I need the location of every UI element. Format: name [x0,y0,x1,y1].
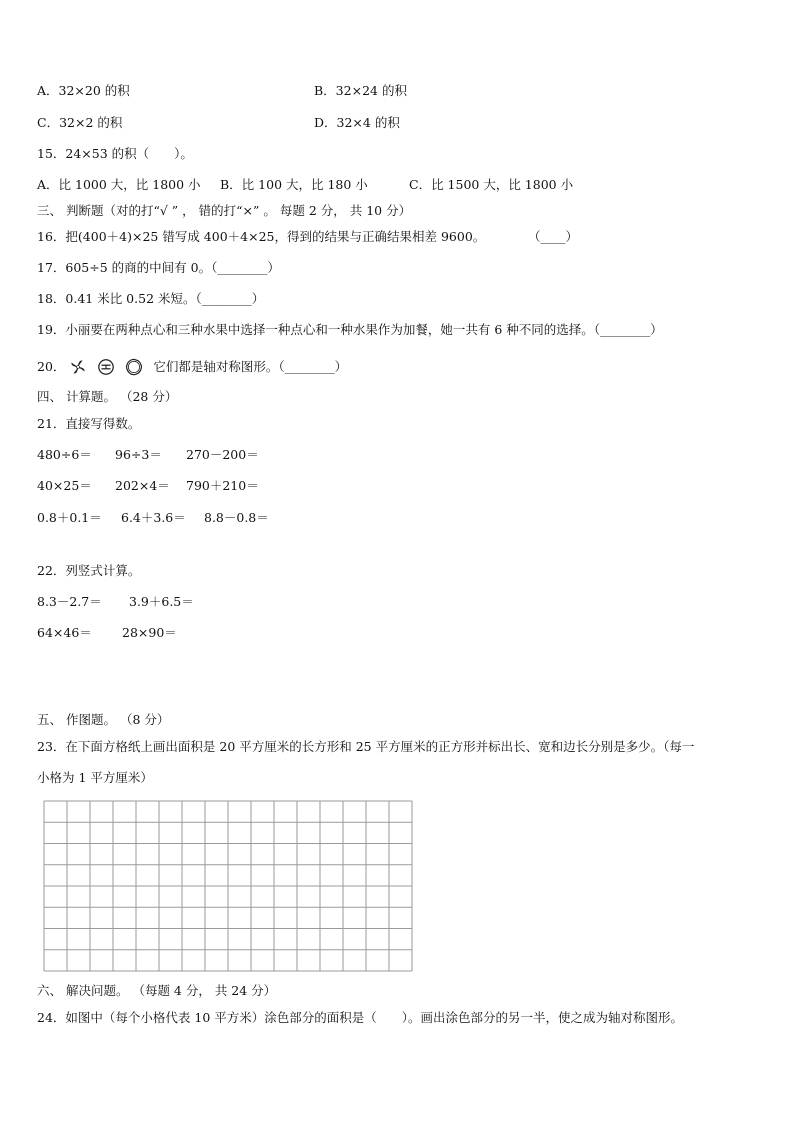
q20-text: 它们都是轴对称图形。 [153,359,279,374]
q20-number: 20． [37,359,66,374]
q22-row-2-col-1: 64×46＝ [37,625,92,640]
q21-row-1-col-1: 480÷6＝ [37,447,92,462]
scalloped-circle-icon [125,358,143,376]
q22-title: 22．列竖式计算。 [37,563,141,578]
q21-row-1-col-3: 270－200＝ [186,447,259,462]
q19 [37,322,663,338]
q14-option-a: A．32×20 的积 [37,83,130,98]
q17 [37,260,280,276]
q15-stem: 15．24×53 的积（ ）。 [37,146,193,161]
q21-row-2-col-3: 790＋210＝ [186,478,259,493]
q22-row-1-col-1: 8.3－2.7＝ [37,594,102,609]
q21-title: 21．直接写得数。 [37,416,141,431]
q21-row-2-col-2: 202×4＝ [115,478,170,493]
q21-row-1-col-2: 96÷3＝ [115,447,162,462]
q15-option-b: B．比 100 大，比 180 小 [220,177,368,192]
q21-row-2-col-1: 40×25＝ [37,478,92,493]
q22-row-2-col-2: 28×90＝ [122,625,177,640]
q20 [37,358,347,376]
q19-text: 19．小丽要在两种点心和三种水果中选择一种点心和一种水果作为加餐，她一共有 6 种不同的选择。 [37,322,594,337]
q14-option-b: B．32×24 的积 [314,83,407,98]
q18-answer: （________） [195,291,265,306]
q24-text: 24．如图中（每个小格代表 10 平方米）涂色部分的面积是（ ）。画出涂色部分的另一半，使之成为轴对称图形。 [37,1010,684,1025]
q16 [37,229,485,245]
q21-row-3-col-1: 0.8＋0.1＝ [37,510,102,525]
q20-answer: （________） [278,359,348,374]
q15-option-c: C．比 1500 大，比 1800 小 [409,177,574,192]
q14-option-d: D．32×4 的积 [314,115,400,130]
pinwheel-icon [69,358,87,376]
q18 [37,291,264,307]
q17-text: 17．605÷5 的商的中间有 0。 [37,260,212,275]
section6-title: 六、 解决问题。 （每题 4 分， 共 24 分） [37,983,277,998]
q15-option-a: A．比 1000 大，比 1800 小 [37,177,201,192]
q14-option-c: C．32×2 的积 [37,115,123,130]
section5-title: 五、 作图题。 （8 分） [37,712,170,727]
q18-text: 18．0.41 米比 0.52 米短。 [37,291,196,306]
q22-row-1-col-2: 3.9＋6.5＝ [129,594,194,609]
q21-row-3-col-2: 6.4＋3.6＝ [121,510,186,525]
q17-answer: （________） [211,260,280,275]
section4-title: 四、 计算题。 （28 分） [37,389,178,404]
q23-line-1: 23．在下面方格纸上画出面积是 20 平方厘米的长方形和 25 平方厘米的正方形并标出长、宽和边长分别是多少。（每一 [37,739,695,754]
circled-equal-icon [97,358,115,376]
q23-line-2: 小格为 1 平方厘米） [37,770,153,785]
section3-title: 三、 判断题（对的打“√ ” ， 错的打“×” 。 每题 2 分， 共 10 分） [37,203,412,218]
q21-row-3-col-3: 8.8－0.8＝ [204,510,269,525]
q19-answer: （________） [593,322,663,337]
square-grid-paper[interactable] [43,800,413,972]
q16-text: 16．把(400＋4)×25 错写成 400＋4×25，得到的结果与正确结果相差 9600。 [37,229,486,244]
q16-answer: （____） [528,229,579,244]
